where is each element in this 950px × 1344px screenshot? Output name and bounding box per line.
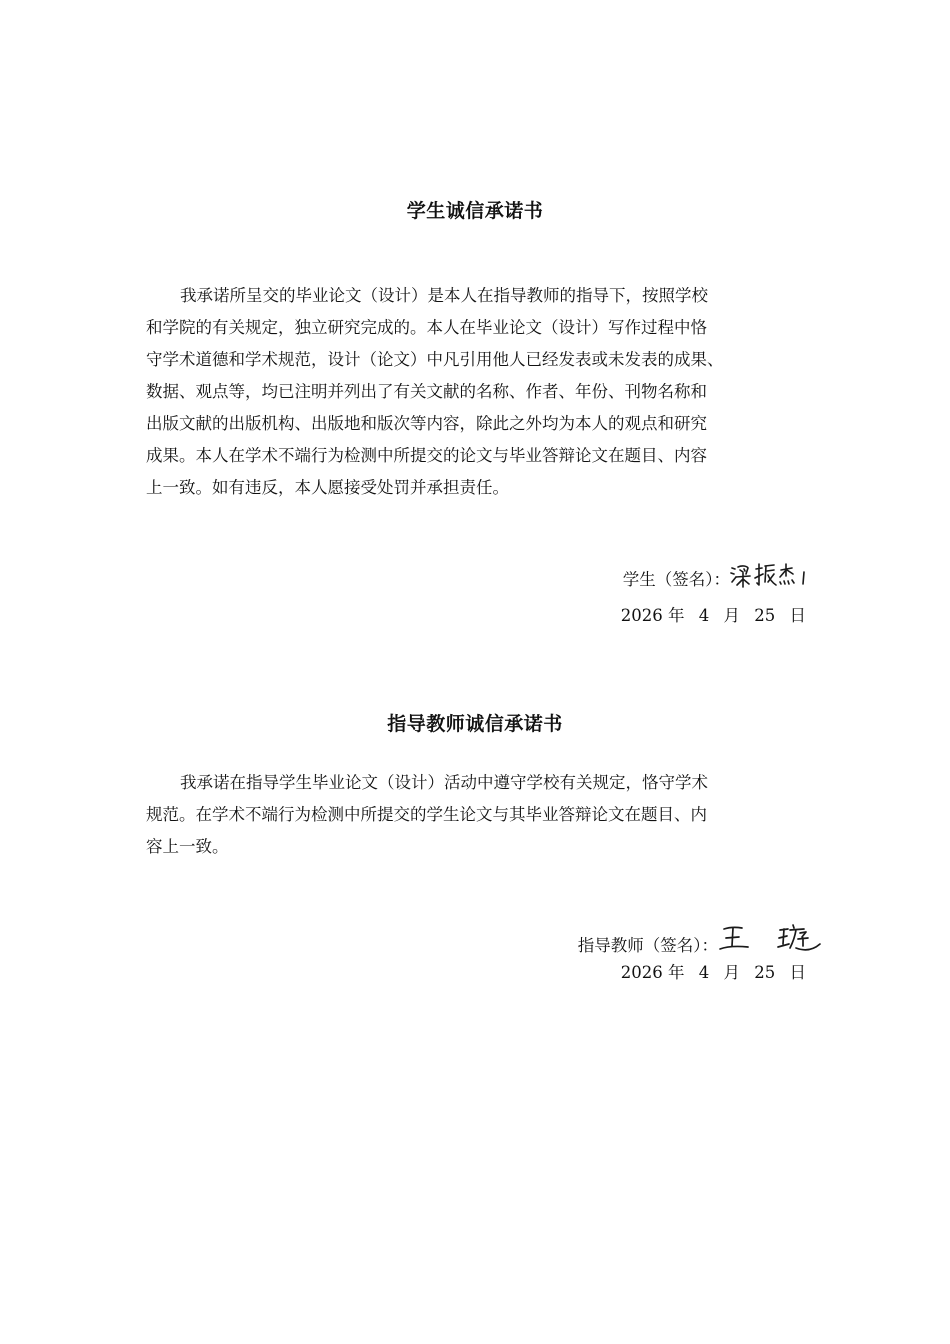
advisor-pledge-title: 指导教师诚信承诺书 [387,713,563,735]
student-pledge-title: 学生诚信承诺书 [406,200,544,222]
advisor-signature-row [578,920,822,956]
student-date-month-unit: 月 [723,606,740,625]
advisor-date-day-unit: 日 [789,963,806,982]
student-date-year: 2026 [620,606,663,625]
advisor-date-month: 4 [698,963,710,982]
student-signature-date [621,606,806,626]
student-pledge-line: 成果。本人在学术不端行为检测中所提交的论文与毕业答辩论文在题目、内容 [146,446,707,465]
student-pledge-line: 守学术道德和学术规范，设计（论文）中凡引用他人已经发表或未发表的成果、 [146,350,724,369]
advisor-signature-date [621,963,806,983]
advisor-pledge-line: 我承诺在指导学生毕业论文（设计）活动中遵守学校有关规定，恪守学术 [180,773,708,792]
student-pledge-line: 我承诺所呈交的毕业论文（设计）是本人在指导教师的指导下，按照学校 [180,286,708,305]
student-pledge-line: 和学院的有关规定，独立研究完成的。本人在毕业论文（设计）写作过程中恪 [146,318,707,337]
advisor-signature-label: 指导教师（签名）： [577,936,718,955]
advisor-date-month-unit: 月 [723,963,740,982]
student-pledge-line: 上一致。如有违反，本人愿接受处罚并承担责任。 [146,478,509,497]
student-date-month: 4 [698,606,710,625]
advisor-pledge-line: 容上一致。 [146,837,229,856]
advisor-date-day: 25 [754,963,776,982]
student-pledge-line: 数据、观点等，均已注明并列出了有关文献的名称、作者、年份、刊物名称和 [146,382,707,401]
student-handwritten-signature [730,560,810,590]
advisor-date-year-unit: 年 [668,963,685,982]
student-pledge-line: 出版文献的出版机构、出版地和版次等内容，除此之外均为本人的观点和研究 [146,414,707,433]
advisor-pledge-line: 规范。在学术不端行为检测中所提交的学生论文与其毕业答辩论文在题目、内 [146,805,707,824]
student-signature-row [623,560,810,590]
student-date-year-unit: 年 [668,606,685,625]
student-date-day-unit: 日 [789,606,806,625]
advisor-date-year: 2026 [620,963,663,982]
advisor-handwritten-signature [718,920,822,956]
student-signature-label: 学生（签名）： [622,570,730,589]
student-date-day: 25 [754,606,776,625]
